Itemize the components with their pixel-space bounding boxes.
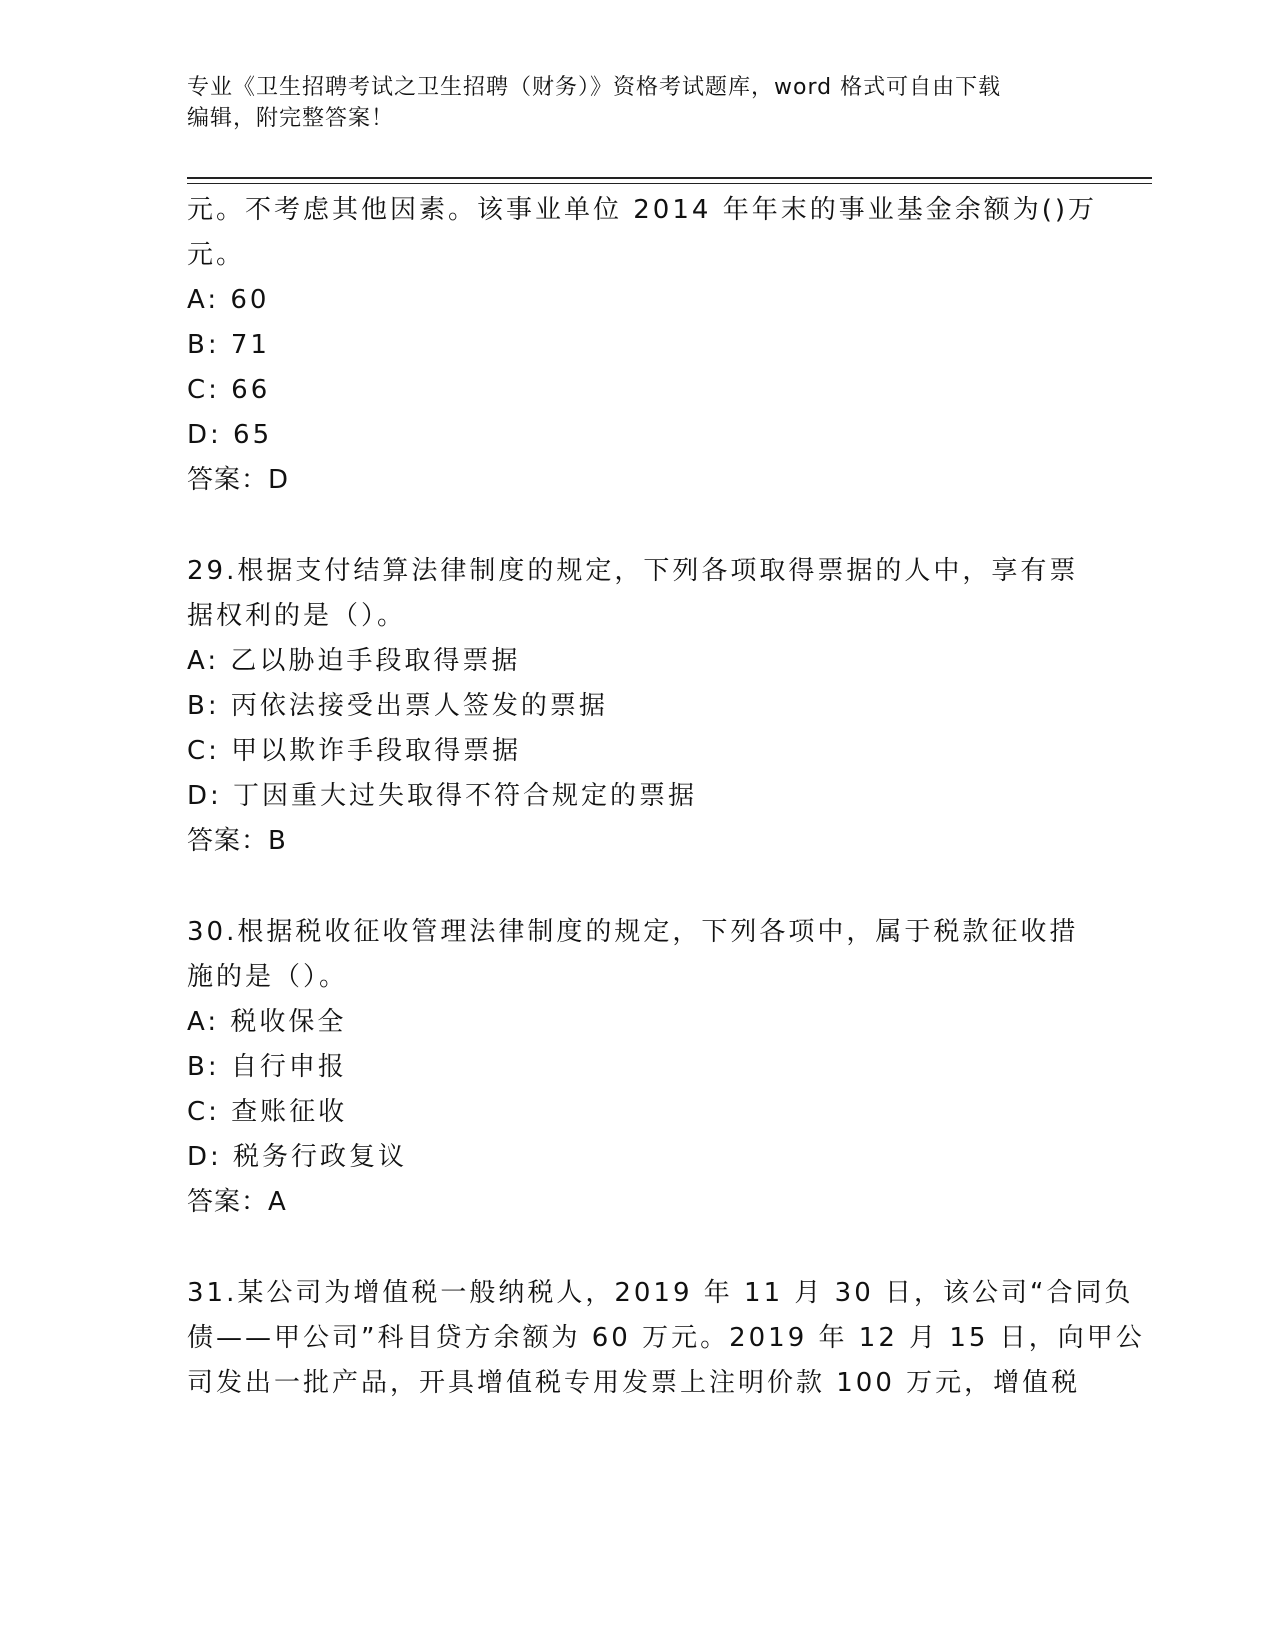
answer: 答案：A [187,1187,287,1217]
option-c: C: 甲以欺诈手段取得票据 [187,736,522,766]
option-d: D: 丁因重大过失取得不符合规定的票据 [187,781,698,811]
option-b: B: 自行申报 [187,1052,347,1082]
question-stem-line: 据权利的是（）。 [187,601,407,631]
question-stem-line: 司发出一批产品，开具增值税专用发票上注明价款 100 万元，增值税 [187,1368,1081,1398]
question-stem-line: 29.根据支付结算法律制度的规定，下列各项取得票据的人中，享有票 [187,556,1079,586]
answer: 答案：B [187,826,287,856]
spacer [187,503,1087,549]
option-a: A: 乙以胁迫手段取得票据 [187,646,521,676]
header-line-2: 编辑，附完整答案！ [187,106,395,131]
question-29 [187,549,1087,864]
option-d: D: 65 [187,420,273,450]
header-line-1: 专业《卫生招聘考试之卫生招聘（财务）》资格考试题库，word 格式可自由下载 [187,75,1002,100]
question-28 [187,188,1097,503]
answer: 答案：D [187,465,290,495]
question-stem-line: 元。 [187,240,246,270]
spacer [187,1225,1087,1271]
header-divider-thick [187,177,1152,179]
question-stem-line: 31.某公司为增值税一般纳税人，2019 年 11 月 30 日，该公司“合同负 [187,1278,1134,1308]
option-a: A: 60 [187,285,270,315]
spacer [187,864,1087,910]
option-c: C: 查账征收 [187,1097,348,1127]
option-c: C: 66 [187,375,271,405]
question-stem-line: 元。不考虑其他因素。该事业单位 2014 年年末的事业基金余额为()万 [187,195,1097,225]
option-d: D: 税务行政复议 [187,1142,408,1172]
option-a: A: 税收保全 [187,1007,347,1037]
header-divider-thin [187,183,1152,184]
question-31 [187,1271,1145,1406]
question-stem-line: 施的是（）。 [187,962,349,992]
question-list [187,188,1145,1406]
option-b: B: 71 [187,330,270,360]
option-b: B: 丙依法接受出票人签发的票据 [187,691,608,721]
question-30 [187,910,1087,1225]
question-stem-line: 债——甲公司”科目贷方余额为 60 万元。2019 年 12 月 15 日，向甲公 [187,1323,1145,1353]
question-stem-line: 30.根据税收征收管理法律制度的规定，下列各项中，属于税款征收措 [187,917,1079,947]
document-header [187,72,1087,134]
